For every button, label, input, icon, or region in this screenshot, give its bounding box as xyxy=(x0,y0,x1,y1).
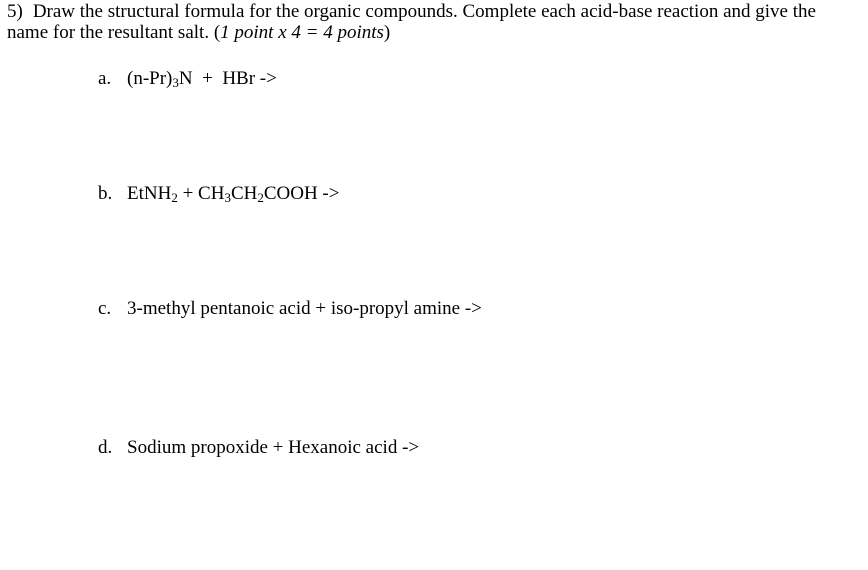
item-letter: c. xyxy=(98,298,112,319)
formula-part: (n-Pr) xyxy=(127,68,173,89)
formula-part: + CH xyxy=(177,183,225,204)
reaction-item-a xyxy=(98,68,277,90)
item-letter: b. xyxy=(98,183,113,204)
reaction-item-b xyxy=(98,183,339,205)
formula-part: EtNH xyxy=(127,183,172,204)
formula-part: N + HBr -> xyxy=(178,68,277,89)
formula-part: COOH -> xyxy=(263,183,340,204)
reaction-b-text xyxy=(127,183,339,204)
formula-subscript: 3 xyxy=(172,75,179,90)
question-prompt xyxy=(7,1,857,43)
points-close-paren: ) xyxy=(383,22,391,43)
formula-subscript: 2 xyxy=(171,190,178,205)
item-letter: a. xyxy=(98,68,112,89)
formula-subscript: 3 xyxy=(224,190,231,205)
reaction-item-d xyxy=(98,437,419,459)
reaction-c-text: 3-methyl pentanoic acid + iso-propyl amine -> xyxy=(127,298,482,319)
reaction-a-text xyxy=(127,68,277,89)
question-number: 5) xyxy=(7,1,23,22)
item-letter: d. xyxy=(98,437,113,458)
reaction-item-c xyxy=(98,298,482,320)
reaction-d-text: Sodium propoxide + Hexanoic acid -> xyxy=(127,437,420,458)
question-text: Draw the structural formula for the organic compounds. Complete each acid-base reaction and give the name for the resultant salt. xyxy=(7,1,816,43)
points-open-paren: ( xyxy=(213,22,221,43)
formula-part: CH xyxy=(230,183,258,204)
points-note: 1 point x 4 = 4 points xyxy=(220,22,384,43)
formula-subscript: 2 xyxy=(257,190,264,205)
